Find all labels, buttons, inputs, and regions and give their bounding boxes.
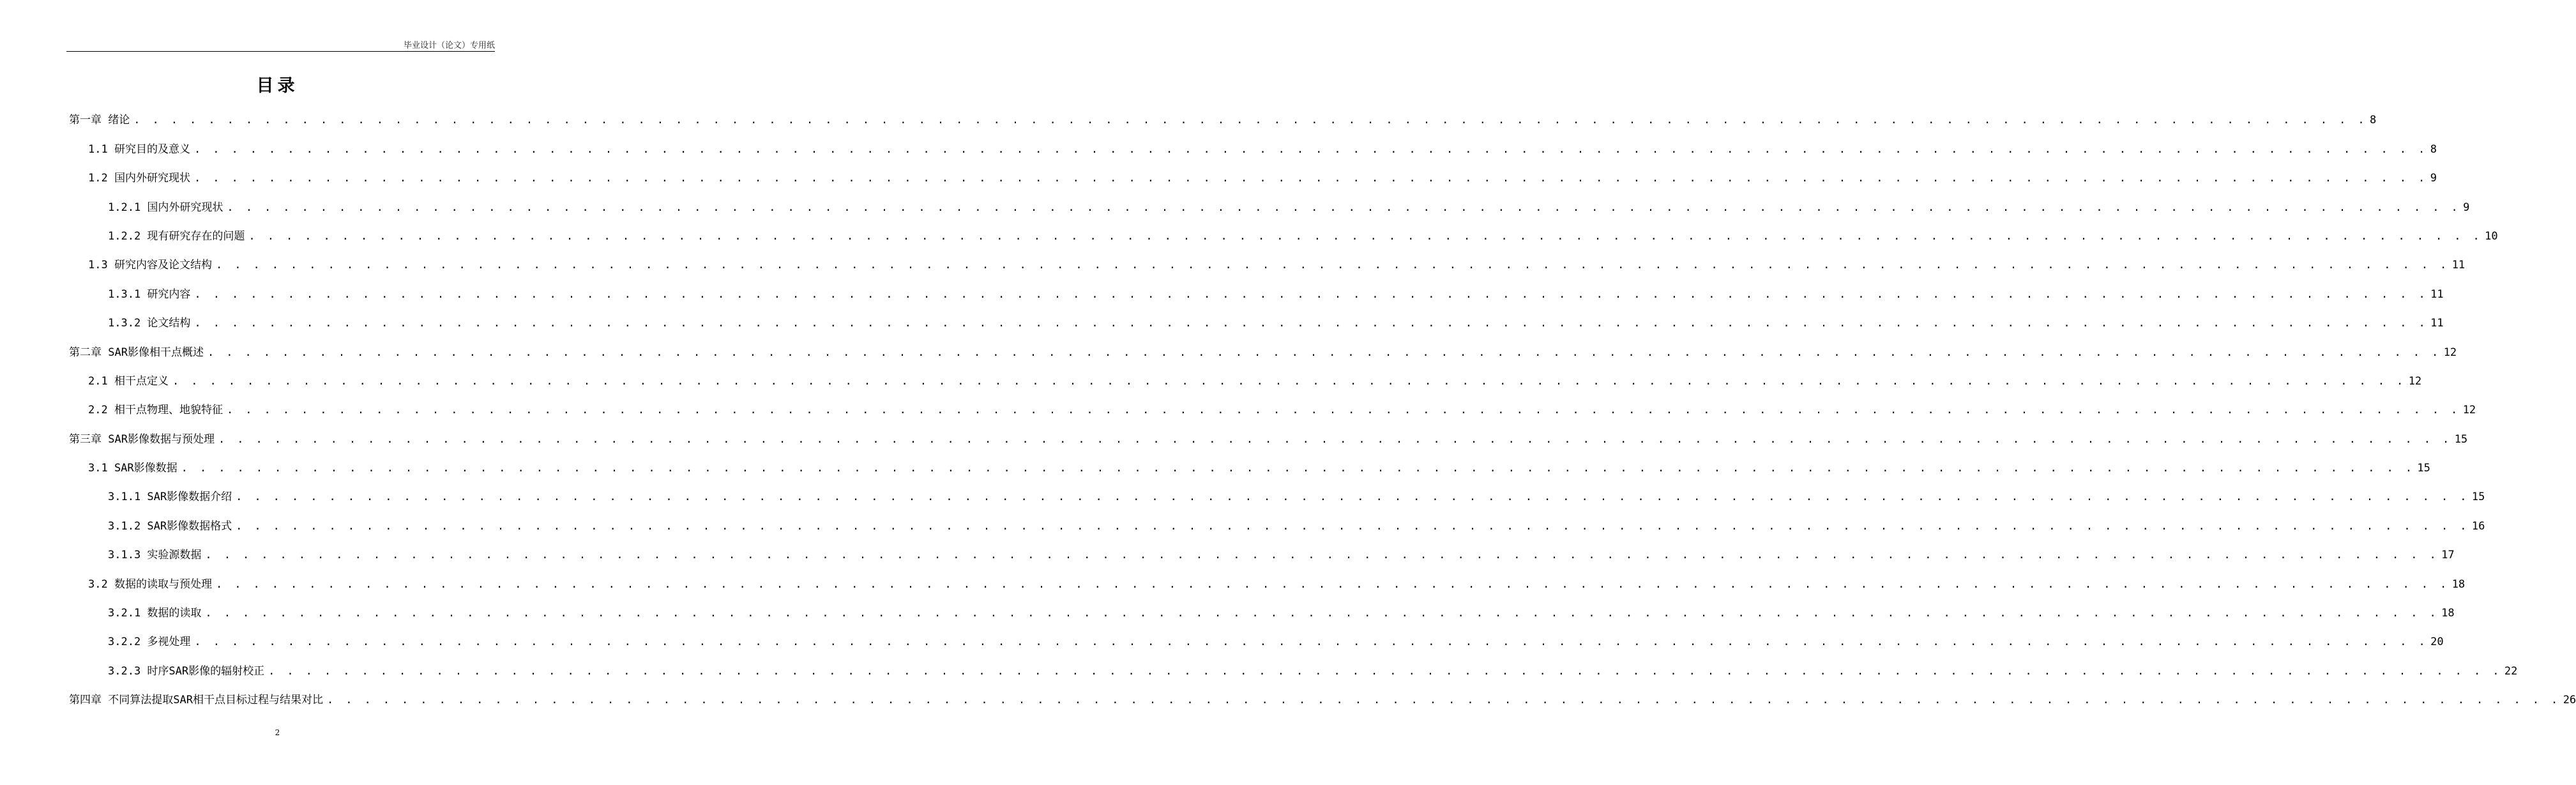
toc-entry[interactable] [69,649,2518,678]
toc-entry[interactable] [69,678,2576,707]
toc-dot-leader: . . . . . . . . . . . . . . . . . . . . . . . . . . . . . . . . . . . . . . . . . . . . . . . . . . . . . . . . . . . . . . . . . . . . . . . . . . . . . . . . . . . . . . . . . . . . . . . . . . . . . . . . . . . . . . . . . . . . . . . . [205,549,2439,562]
toc-entry-page: 18 [2451,577,2466,591]
toc-entry-label: 2.2 相干点物理、地貌特征 [88,404,223,417]
toc-entry-page: 8 [2430,142,2437,156]
toc-entry-page: 12 [2408,374,2422,388]
toc-entry[interactable] [69,591,2455,620]
toc-entry-label: 第三章 SAR影像数据与预处理 [69,432,215,446]
toc-entry-page: 26 [2563,694,2576,707]
toc-entry[interactable] [69,272,2444,301]
page-title: 目录 [256,76,299,96]
toc-entry-page: 11 [2430,317,2444,330]
table-of-contents [69,98,2576,707]
toc-entry-page: 12 [2443,346,2457,359]
toc-entry-page: 22 [2504,664,2518,678]
toc-entry-page: 18 [2441,607,2455,620]
toc-entry-page: 10 [2485,229,2498,243]
toc-entry-label: 3.2 数据的读取与预处理 [88,577,212,591]
toc-dot-leader: . . . . . . . . . . . . . . . . . . . . . . . . . . . . . . . . . . . . . . . . . . . . . . . . . . . . . . . . . . . . . . . . . . . . . . . . . . . . . . . . . . . . . . . . . . . . . . . . . . . . . . . . . . . . . . . . . . . . . . . . [215,577,2450,591]
toc-entry-label: 1.3 研究内容及论文结构 [88,259,212,272]
toc-dot-leader: . . . . . . . . . . . . . . . . . . . . . . . . . . . . . . . . . . . . . . . . . . . . . . . . . . . . . . . . . . . . . . . . . . . . . . . . . . . . . . . . . . . . . . . . . . . . . . . . . . . . . . . . . . . . . . . . . . . . . . . . [248,229,2483,243]
toc-dot-leader: . . . . . . . . . . . . . . . . . . . . . . . . . . . . . . . . . . . . . . . . . . . . . . . . . . . . . . . . . . . . . . . . . . . . . . . . . . . . . . . . . . . . . . . . . . . . . . . . . . . . . . . . . . . . . . . . . . . . . . . . [133,114,2367,127]
toc-entry[interactable] [69,156,2437,185]
toc-dot-leader: . . . . . . . . . . . . . . . . . . . . . . . . . . . . . . . . . . . . . . . . . . . . . . . . . . . . . . . . . . . . . . . . . . . . . . . . . . . . . . . . . . . . . . . . . . . . . . . . . . . . . . . . . . . . . . . . . . . . . . . . [236,491,2469,504]
toc-entry-label: 2.1 相干点定义 [88,374,169,388]
toc-entry-page: 9 [2430,172,2437,185]
toc-entry-page: 15 [2471,491,2485,504]
toc-entry-page: 12 [2462,404,2476,417]
toc-entry-label: 第一章 绪论 [69,114,130,127]
toc-entry-page: 8 [2369,114,2377,127]
toc-dot-leader: . . . . . . . . . . . . . . . . . . . . . . . . . . . . . . . . . . . . . . . . . . . . . . . . . . . . . . . . . . . . . . . . . . . . . . . . . . . . . . . . . . . . . . . . . . . . . . . . . . . . . . . . . . . . . . . . . . . . . . . . [218,432,2452,446]
page-number: 2 [275,728,280,737]
toc-entry[interactable] [69,330,2457,359]
toc-entry-page: 17 [2441,549,2455,562]
toc-entry-page: 15 [2417,462,2430,475]
toc-entry[interactable] [69,446,2430,475]
toc-dot-leader: . . . . . . . . . . . . . . . . . . . . . . . . . . . . . . . . . . . . . . . . . . . . . . . . . . . . . . . . . . . . . . . . . . . . . . . . . . . . . . . . . . . . . . . . . . . . . . . . . . . . . . . . . . . . . . . . . . . . . . . . [193,172,2428,185]
toc-entry[interactable] [69,360,2422,388]
toc-entry-label: 3.2.3 时序SAR影像的辐射校正 [108,664,265,678]
toc-entry-label: 3.1.2 SAR影像数据格式 [108,519,232,533]
header-divider [66,51,495,52]
toc-entry[interactable] [69,185,2470,214]
toc-entry[interactable] [69,243,2466,272]
toc-entry[interactable] [69,620,2444,649]
toc-entry[interactable] [69,475,2485,504]
toc-dot-leader: . . . . . . . . . . . . . . . . . . . . . . . . . . . . . . . . . . . . . . . . . . . . . . . . . . . . . . . . . . . . . . . . . . . . . . . . . . . . . . . . . . . . . . . . . . . . . . . . . . . . . . . . . . . . . . . . . . . . . . . . [194,636,2428,649]
toc-entry-label: 第四章 不同算法提取SAR相干点目标过程与结果对比 [69,694,323,707]
toc-entry-label: 1.3.1 研究内容 [108,287,191,301]
toc-entry-label: 1.2.1 国内外研究现状 [108,201,224,214]
toc-entry-page: 16 [2471,519,2485,533]
toc-entry-label: 3.2.1 数据的读取 [108,607,202,620]
toc-entry-page: 15 [2454,432,2468,446]
toc-entry[interactable] [69,127,2437,156]
toc-entry-label: 第二章 SAR影像相干点概述 [69,346,204,359]
toc-dot-leader: . . . . . . . . . . . . . . . . . . . . . . . . . . . . . . . . . . . . . . . . . . . . . . . . . . . . . . . . . . . . . . . . . . . . . . . . . . . . . . . . . . . . . . . . . . . . . . . . . . . . . . . . . . . . . . . . . . . . . . . . [194,287,2428,301]
toc-entry-label: 3.2.2 多视处理 [108,636,191,649]
toc-dot-leader: . . . . . . . . . . . . . . . . . . . . . . . . . . . . . . . . . . . . . . . . . . . . . . . . . . . . . . . . . . . . . . . . . . . . . . . . . . . . . . . . . . . . . . . . . . . . . . . . . . . . . . . . . . . . . . . . . . . . . . . . [172,374,2406,388]
toc-entry[interactable] [69,388,2476,417]
toc-entry-label: 1.2 国内外研究现状 [88,172,190,185]
toc-entry[interactable] [69,301,2444,330]
toc-entry-label: 3.1.3 实验源数据 [108,549,202,562]
toc-entry-page: 20 [2430,636,2444,649]
toc-dot-leader: . . . . . . . . . . . . . . . . . . . . . . . . . . . . . . . . . . . . . . . . . . . . . . . . . . . . . . . . . . . . . . . . . . . . . . . . . . . . . . . . . . . . . . . . . . . . . . . . . . . . . . . . . . . . . . . . . . . . . . . . [207,346,2441,359]
toc-entry-label: 1.1 研究目的及意义 [88,142,190,156]
toc-entry-label: 3.1.1 SAR影像数据介绍 [108,491,232,504]
toc-entry-label: 3.1 SAR影像数据 [88,462,178,475]
toc-dot-leader: . . . . . . . . . . . . . . . . . . . . . . . . . . . . . . . . . . . . . . . . . . . . . . . . . . . . . . . . . . . . . . . . . . . . . . . . . . . . . . . . . . . . . . . . . . . . . . . . . . . . . . . . . . . . . . . . . . . . . . . . [236,519,2469,533]
toc-dot-leader: . . . . . . . . . . . . . . . . . . . . . . . . . . . . . . . . . . . . . . . . . . . . . . . . . . . . . . . . . . . . . . . . . . . . . . . . . . . . . . . . . . . . . . . . . . . . . . . . . . . . . . . . . . . . . . . . . . . . . . . . [226,404,2460,417]
page-header-text: 毕业设计（论文）专用纸 [403,41,495,50]
toc-dot-leader: . . . . . . . . . . . . . . . . . . . . . . . . . . . . . . . . . . . . . . . . . . . . . . . . . . . . . . . . . . . . . . . . . . . . . . . . . . . . . . . . . . . . . . . . . . . . . . . . . . . . . . . . . . . . . . . . . . . . . . . . [326,694,2561,707]
toc-entry[interactable] [69,417,2468,446]
toc-entry[interactable] [69,562,2466,591]
toc-entry[interactable] [69,98,2377,127]
toc-entry-label: 1.3.2 论文结构 [108,317,191,330]
toc-dot-leader: . . . . . . . . . . . . . . . . . . . . . . . . . . . . . . . . . . . . . . . . . . . . . . . . . . . . . . . . . . . . . . . . . . . . . . . . . . . . . . . . . . . . . . . . . . . . . . . . . . . . . . . . . . . . . . . . . . . . . . . . [227,201,2461,214]
toc-dot-leader: . . . . . . . . . . . . . . . . . . . . . . . . . . . . . . . . . . . . . . . . . . . . . . . . . . . . . . . . . . . . . . . . . . . . . . . . . . . . . . . . . . . . . . . . . . . . . . . . . . . . . . . . . . . . . . . . . . . . . . . . [193,142,2428,156]
toc-entry-page: 9 [2463,201,2470,214]
toc-dot-leader: . . . . . . . . . . . . . . . . . . . . . . . . . . . . . . . . . . . . . . . . . . . . . . . . . . . . . . . . . . . . . . . . . . . . . . . . . . . . . . . . . . . . . . . . . . . . . . . . . . . . . . . . . . . . . . . . . . . . . . . . [194,317,2428,330]
toc-entry[interactable] [69,504,2485,533]
toc-dot-leader: . . . . . . . . . . . . . . . . . . . . . . . . . . . . . . . . . . . . . . . . . . . . . . . . . . . . . . . . . . . . . . . . . . . . . . . . . . . . . . . . . . . . . . . . . . . . . . . . . . . . . . . . . . . . . . . . . . . . . . . . [268,664,2502,678]
toc-dot-leader: . . . . . . . . . . . . . . . . . . . . . . . . . . . . . . . . . . . . . . . . . . . . . . . . . . . . . . . . . . . . . . . . . . . . . . . . . . . . . . . . . . . . . . . . . . . . . . . . . . . . . . . . . . . . . . . . . . . . . . . . [215,259,2450,272]
toc-dot-leader: . . . . . . . . . . . . . . . . . . . . . . . . . . . . . . . . . . . . . . . . . . . . . . . . . . . . . . . . . . . . . . . . . . . . . . . . . . . . . . . . . . . . . . . . . . . . . . . . . . . . . . . . . . . . . . . . . . . . . . . . [181,462,2415,475]
toc-entry-page: 11 [2430,287,2444,301]
toc-dot-leader: . . . . . . . . . . . . . . . . . . . . . . . . . . . . . . . . . . . . . . . . . . . . . . . . . . . . . . . . . . . . . . . . . . . . . . . . . . . . . . . . . . . . . . . . . . . . . . . . . . . . . . . . . . . . . . . . . . . . . . . . [205,607,2439,620]
toc-entry-label: 1.2.2 现有研究存在的问题 [108,229,245,243]
toc-entry[interactable] [69,215,2498,243]
toc-entry[interactable] [69,533,2455,562]
toc-entry-page: 11 [2451,259,2466,272]
